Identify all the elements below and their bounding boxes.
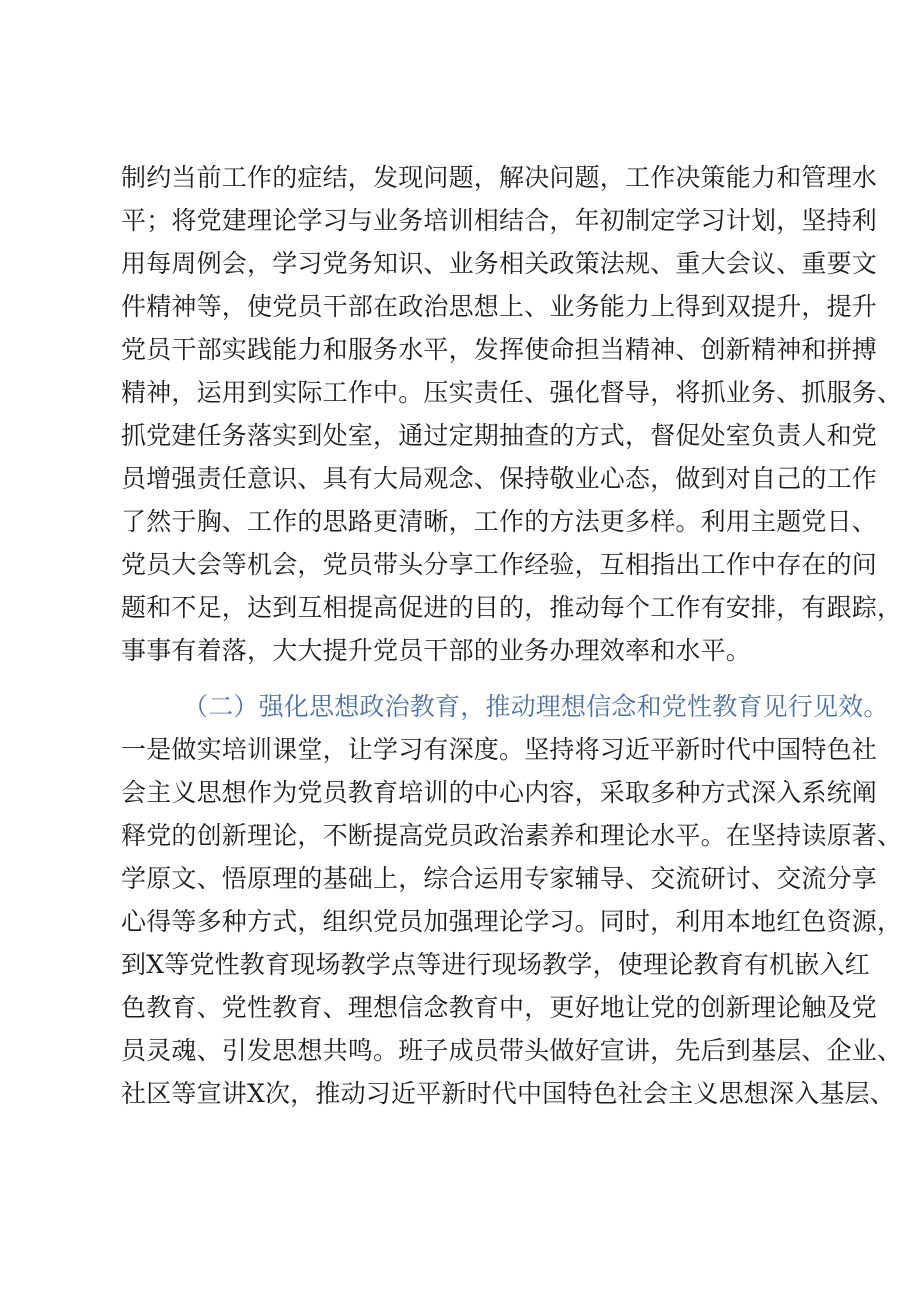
body-line-16: 学原文、悟原理的基础上，综合运用专家辅导、交流研讨、交流分享 <box>121 864 878 893</box>
body-line-2: 平；将党建理论学习与业务培训相结合，年初制定学习计划，坚持利 <box>121 206 878 235</box>
body-line-7: 抓党建任务落实到处室，通过定期抽查的方式，督促处室负责人和党 <box>121 421 878 450</box>
body-line-5: 党员干部实践能力和服务水平，发挥使命担当精神、创新精神和拼搏 <box>121 335 878 364</box>
body-line-20: 员灵魂、引发思想共鸣。班子成员带头做好宣讲，先后到基层、企业、 <box>121 1036 903 1065</box>
body-line-19: 色教育、党性教育、理想信念教育中，更好地让党的创新理论触及党 <box>121 993 878 1022</box>
body-line-17: 心得等多种方式，组织党员加强理论学习。同时，利用本地红色资源， <box>121 907 903 936</box>
body-line-3: 用每周例会，学习党务知识、业务相关政策法规、重大会议、重要文 <box>121 249 878 278</box>
body-line-15: 释党的创新理论，不断提高党员政治素养和理论水平。在坚持读原著、 <box>121 821 903 850</box>
body-line-9: 了然于胸、工作的思路更清晰，工作的方法更多样。利用主题党日、 <box>121 507 878 536</box>
body-line-12: 事事有着落，大大提升党员干部的业务办理效率和水平。 <box>121 636 752 665</box>
section-heading: （二）强化思想政治教育，推动理想信念和党性教育见行见效。 <box>183 692 889 721</box>
body-line-1: 制约当前工作的症结，发现问题，解决问题，工作决策能力和管理水 <box>121 163 878 192</box>
body-line-14: 会主义思想作为党员教育培训的中心内容，采取多种方式深入系统阐 <box>121 778 878 807</box>
body-line-6: 精神，运用到实际工作中。压实责任、强化督导，将抓业务、抓服务、 <box>121 378 903 407</box>
body-line-11: 题和不足，达到互相提高促进的目的，推动每个工作有安排，有跟踪， <box>121 593 903 622</box>
body-line-4: 件精神等，使党员干部在政治思想上、业务能力上得到双提升，提升 <box>121 292 878 321</box>
body-line-18: 到X等党性教育现场教学点等进行现场教学，使理论教育有机嵌入红 <box>121 950 870 979</box>
body-line-21: 社区等宣讲X次，推动习近平新时代中国特色社会主义思想深入基层、 <box>121 1079 896 1108</box>
body-line-10: 党员大会等机会，党员带头分享工作经验，互相指出工作中存在的问 <box>121 550 878 579</box>
body-line-8: 员增强责任意识、具有大局观念、保持敬业心态，做到对自己的工作 <box>121 464 878 493</box>
body-line-13: 一是做实培训课堂，让学习有深度。坚持将习近平新时代中国特色社 <box>121 735 878 764</box>
